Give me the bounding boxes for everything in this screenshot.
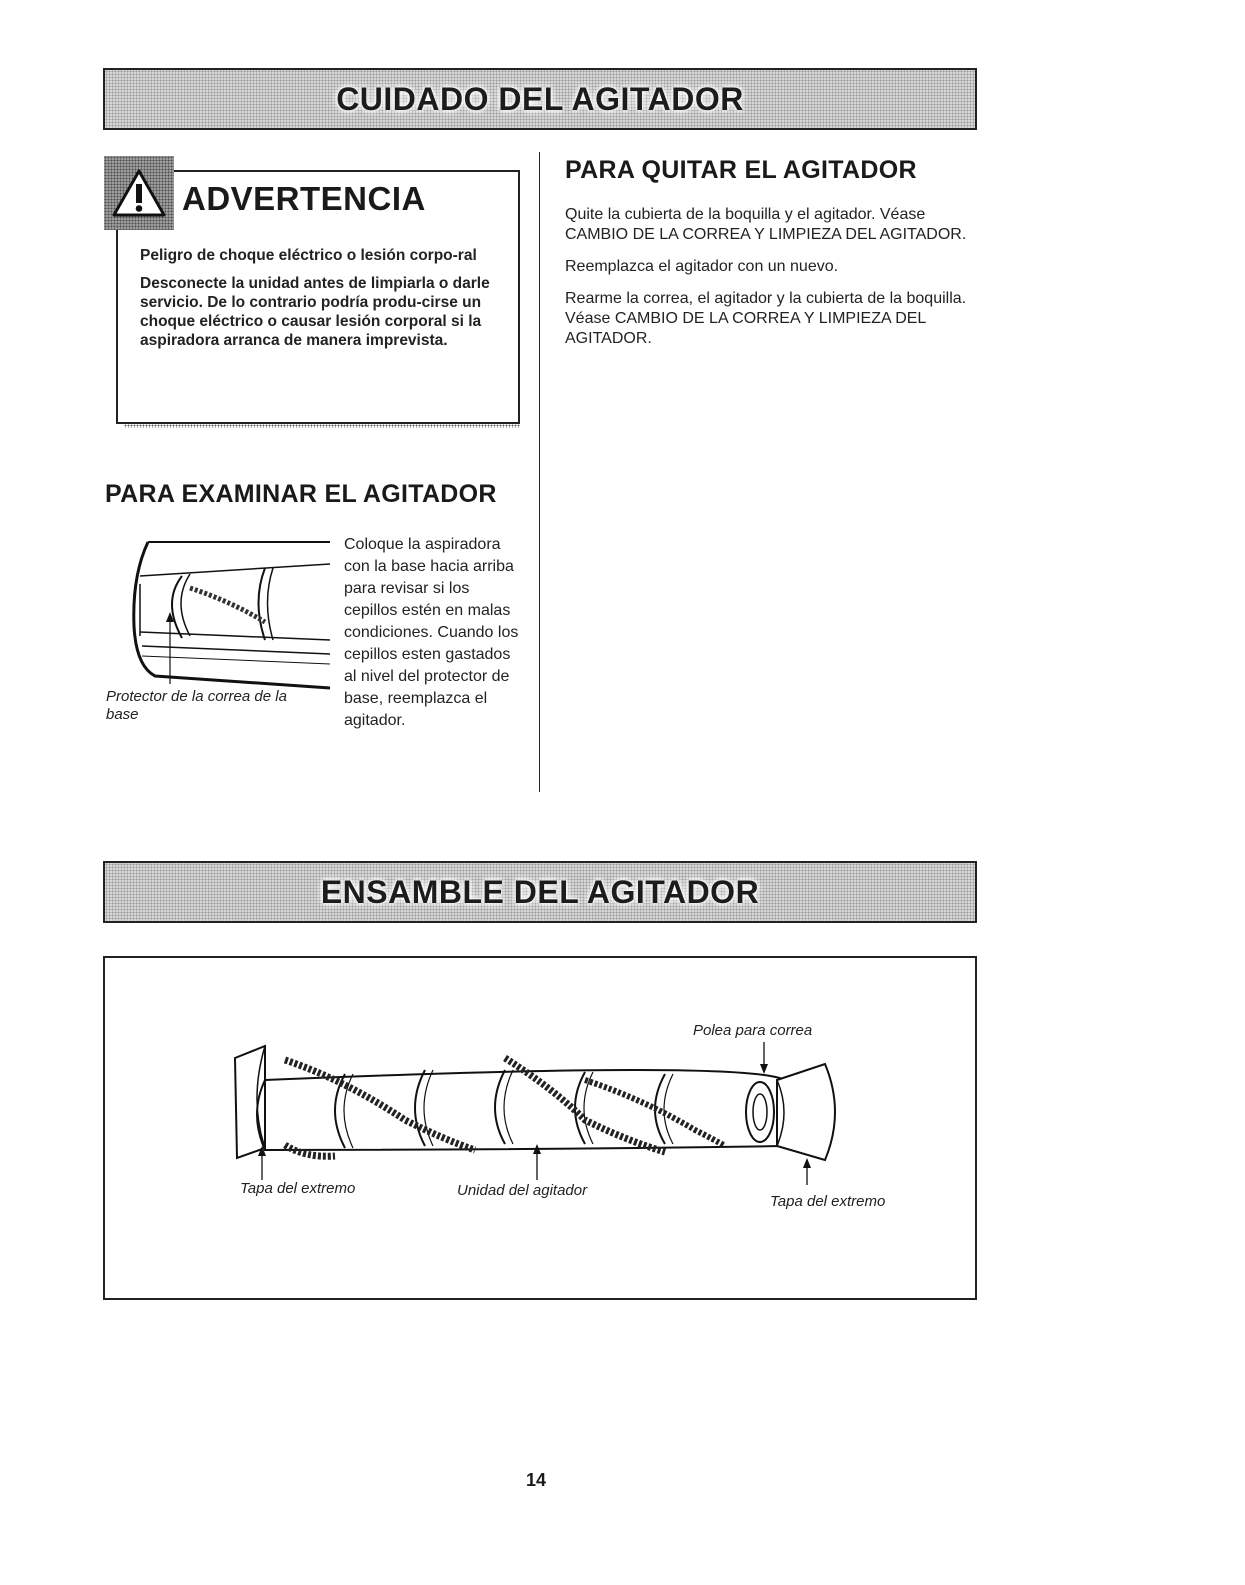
warning-title: ADVERTENCIA	[182, 180, 426, 217]
section-title-cuidado: CUIDADO DEL AGITADOR	[336, 80, 744, 117]
heading-examinar: PARA EXAMINAR EL AGITADOR	[105, 480, 497, 508]
agitator-assembly-illustration	[225, 1040, 850, 1185]
quitar-paragraph-2: Reemplazca el agitador con un nuevo.	[565, 258, 839, 275]
page-number: 14	[526, 1470, 547, 1490]
caption-protector: Protector de la correa de la base	[106, 688, 287, 723]
warning-icon-background	[104, 156, 174, 230]
column-divider	[539, 152, 540, 792]
warning-box	[116, 170, 520, 424]
quitar-instructions	[565, 205, 985, 361]
warning-line-2: Desconecte la unidad antes de limpiarla o darle servicio. De lo contrario podría produ-cirse un choque eléctrico o causar lesión corporal si la aspiradora arranca de manera imprevista.	[140, 275, 490, 349]
section-banner-cuidado	[103, 68, 977, 130]
warning-text	[140, 246, 508, 359]
caption-polea: Polea para correa	[693, 1022, 813, 1039]
caption-tapa-right: Tapa del extremo	[770, 1193, 886, 1210]
section-banner-ensamble	[103, 861, 977, 923]
heading-quitar: PARA QUITAR EL AGITADOR	[565, 156, 917, 184]
examinar-instructions: Coloque la aspiradora con la base hacia arriba para revisar si los cepillos estén en malas condiciones. Cuando los cepillos esten gastados al nivel del protector de base, reemplazca el agitador.	[344, 536, 519, 729]
section-title-ensamble: ENSAMBLE DEL AGITADOR	[320, 873, 760, 910]
quitar-paragraph-1: Quite la cubierta de la boquilla y el agitador. Véase CAMBIO DE LA CORREA Y LIMPIEZA DEL AGITADOR.	[565, 206, 967, 243]
warning-triangle-icon	[111, 167, 167, 219]
base-illustration	[120, 536, 335, 696]
caption-unidad: Unidad del agitador	[457, 1182, 588, 1199]
caption-tapa-left: Tapa del extremo	[240, 1180, 356, 1197]
quitar-paragraph-3: Rearme la correa, el agitador y la cubierta de la boquilla. Véase CAMBIO DE LA CORREA Y LIMPIEZA DEL AGITADOR.	[565, 290, 967, 347]
warning-line-1: Peligro de choque eléctrico o lesión corpo-ral	[140, 247, 477, 264]
